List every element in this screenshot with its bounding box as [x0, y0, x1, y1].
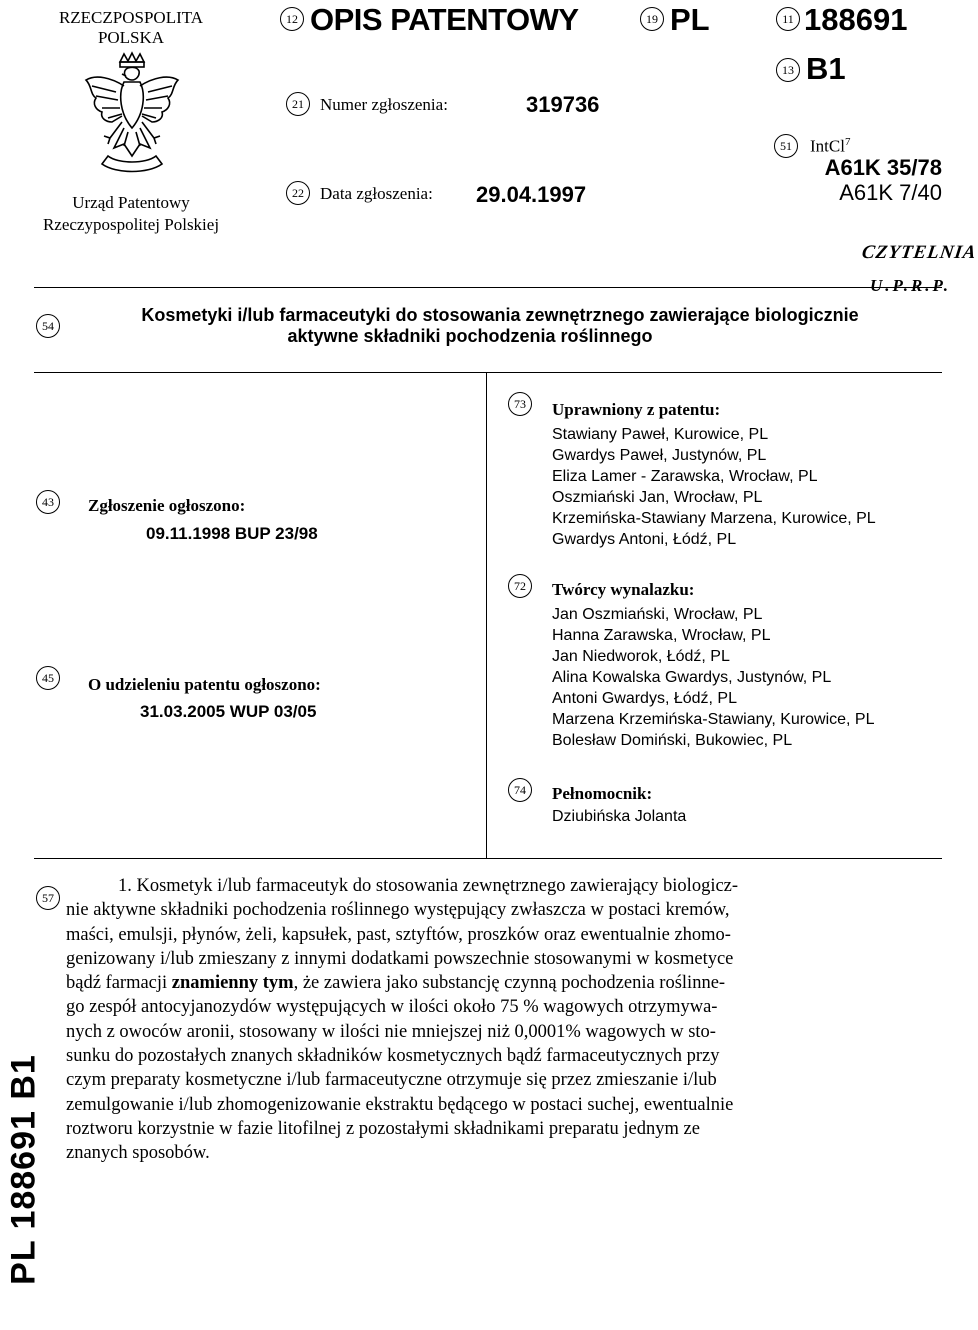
title-line-2: aktywne składniki pochodzenia roślinnego: [287, 326, 653, 346]
document-type: OPIS PATENTOWY: [310, 2, 579, 37]
patent-number: 188691: [804, 2, 908, 37]
inid-code-21: 21: [286, 92, 310, 116]
invention-title: [70, 305, 930, 347]
inventor-item: Antoni Gwardys, Łódź, PL: [552, 690, 737, 707]
claim-line: nie aktywne składniki pochodzenia roślinnego występujący zwłaszcza w postaci kremów,: [66, 900, 730, 921]
office-line-1: Urząd Patentowy: [72, 193, 190, 212]
claim-line: go zespół antocyjanozydów występujących w ilości około 75 % wagowych otrzymywa-: [66, 997, 718, 1018]
claim-line: czym preparaty kosmetyczne i/lub farmaceutyczne otrzymuje się przez zmieszanie i/lub: [66, 1070, 717, 1091]
claim-line: znanych sposobów.: [66, 1143, 210, 1164]
inventors-list: [552, 604, 875, 751]
column-divider: [486, 372, 487, 858]
ipc-class-1: A61K 35/78: [824, 155, 942, 180]
claim-text: [66, 874, 906, 1166]
inventor-item: Bolesław Domiński, Bukowiec, PL: [552, 732, 793, 749]
claim-line: sunku do pozostałych znanych składników kosmetycznych bądź farmaceutycznych przy: [66, 1046, 720, 1067]
claim-line: zemulgowanie i/lub zhomogenizowanie ekstraktu będącego w postaci suchej, ewentualnie: [66, 1094, 734, 1115]
owner-item: Stawiany Paweł, Kurowice, PL: [552, 426, 769, 443]
inid-code-45: 45: [36, 666, 60, 690]
inid-code-19: 19: [640, 7, 664, 31]
attorney-label: Pełnomocnik:: [552, 784, 653, 803]
intcl-label: [810, 136, 850, 157]
title-top-rule: [34, 287, 942, 288]
inid-code-11: 11: [776, 7, 800, 31]
filing-date-label: Data zgłoszenia:: [320, 184, 433, 203]
inid-code-22: 22: [286, 181, 310, 205]
publication-label: Zgłoszenie ogłoszono:: [88, 496, 246, 515]
intcl-text: IntCl: [810, 136, 845, 156]
inid-code-74: 74: [508, 778, 532, 802]
owners-list: [552, 424, 876, 550]
claim-line-part: , że zawiera jako substancję czynną pochodzenia roślinne-: [293, 973, 726, 994]
inid-code-73: 73: [508, 392, 532, 416]
inid-code-57: 57: [36, 886, 60, 910]
inventors-label: Twórcy wynalazku:: [552, 580, 695, 599]
grant-value: 31.03.2005 WUP 03/05: [140, 702, 317, 721]
grant-label: O udzieleniu patentu ogłoszono:: [88, 675, 321, 694]
claims-top-rule: [34, 858, 942, 859]
inventor-item: Jan Oszmiański, Wrocław, PL: [552, 606, 763, 623]
inventor-item: Hanna Zarawska, Wrocław, PL: [552, 627, 771, 644]
publication-value: 09.11.1998 BUP 23/98: [146, 524, 318, 543]
claim-characterizing-phrase: znamienny tym: [171, 973, 294, 994]
claim-line: roztworu korzystnie w fazie litofilnej z pozostałymi składnikami preparatu jednym ze: [66, 1118, 700, 1139]
application-number-label: Numer zgłoszenia:: [320, 95, 448, 114]
polish-eagle-emblem: [82, 52, 182, 184]
office-line-2: Rzeczypospolitej Polskiej: [42, 215, 220, 234]
attorney-name: Dziubińska Jolanta: [552, 808, 687, 825]
owner-item: Gwardys Antoni, Łódź, PL: [552, 531, 737, 548]
inid-code-54: 54: [36, 314, 60, 338]
kind-code: B1: [806, 51, 846, 86]
inid-code-51: 51: [774, 134, 798, 158]
owner-item: Gwardys Paweł, Justynów, PL: [552, 447, 767, 464]
country-line-2: POLSKA: [97, 28, 165, 47]
inventor-item: Alina Kowalska Gwardys, Justynów, PL: [552, 669, 832, 686]
side-patent-label: PL 188691 B1: [4, 1054, 43, 1285]
owners-label: Uprawniony z patentu:: [552, 400, 721, 419]
library-stamp-2: U.P.R.P.: [870, 276, 952, 295]
application-number: 319736: [526, 92, 600, 117]
claim-line: 1. Kosmetyk i/lub farmaceutyk do stosowania zewnętrznego zawierający biologicz-: [118, 876, 739, 896]
filing-date: 29.04.1997: [476, 182, 587, 207]
ipc-class-2: A61K 7/40: [839, 180, 942, 205]
library-stamp: [860, 242, 978, 264]
patent-office-name: [30, 192, 232, 236]
claim-line-with-bold: [66, 971, 906, 995]
inid-code-43: 43: [36, 490, 60, 514]
inid-code-72: 72: [508, 574, 532, 598]
title-line-1: Kosmetyki i/lub farmaceutyki do stosowania zewnętrznego zawierające biologicznie: [141, 305, 859, 325]
owner-item: Eliza Lamer - Zarawska, Wrocław, PL: [552, 468, 818, 485]
inventor-item: Marzena Krzemińska-Stawiany, Kurowice, PL: [552, 711, 875, 728]
inventor-item: Jan Niedworok, Łódź, PL: [552, 648, 730, 665]
claim-line-part: bądź farmacji: [66, 973, 172, 994]
owner-item: Krzemińska-Stawiany Marzena, Kurowice, PL: [552, 510, 876, 527]
inid-code-13: 13: [776, 58, 800, 82]
claim-line: nych z owoców aronii, stosowany w ilości nie mniejszej niż 0,0001% wagowych w sto-: [66, 1021, 716, 1042]
claim-line: genizowany i/lub zmieszany z innymi dodatkami powszechnie stosowanymi w kosmetyce: [66, 948, 734, 969]
claim-line: maści, emulsji, płynów, żeli, kapsułek, past, sztyftów, proszków oraz ewentualnie zhomo-: [66, 924, 731, 945]
inid-code-12: 12: [280, 7, 304, 31]
owner-item: Oszmiański Jan, Wrocław, PL: [552, 489, 763, 506]
stamp-line-1: CZYTELNIA: [860, 242, 978, 263]
country-code: PL: [670, 2, 710, 37]
title-bottom-rule: [34, 372, 942, 373]
country-line-1: RZECZPOSPOLITA: [58, 8, 204, 27]
country-name: [40, 8, 222, 48]
intcl-superscript: 7: [844, 136, 851, 148]
